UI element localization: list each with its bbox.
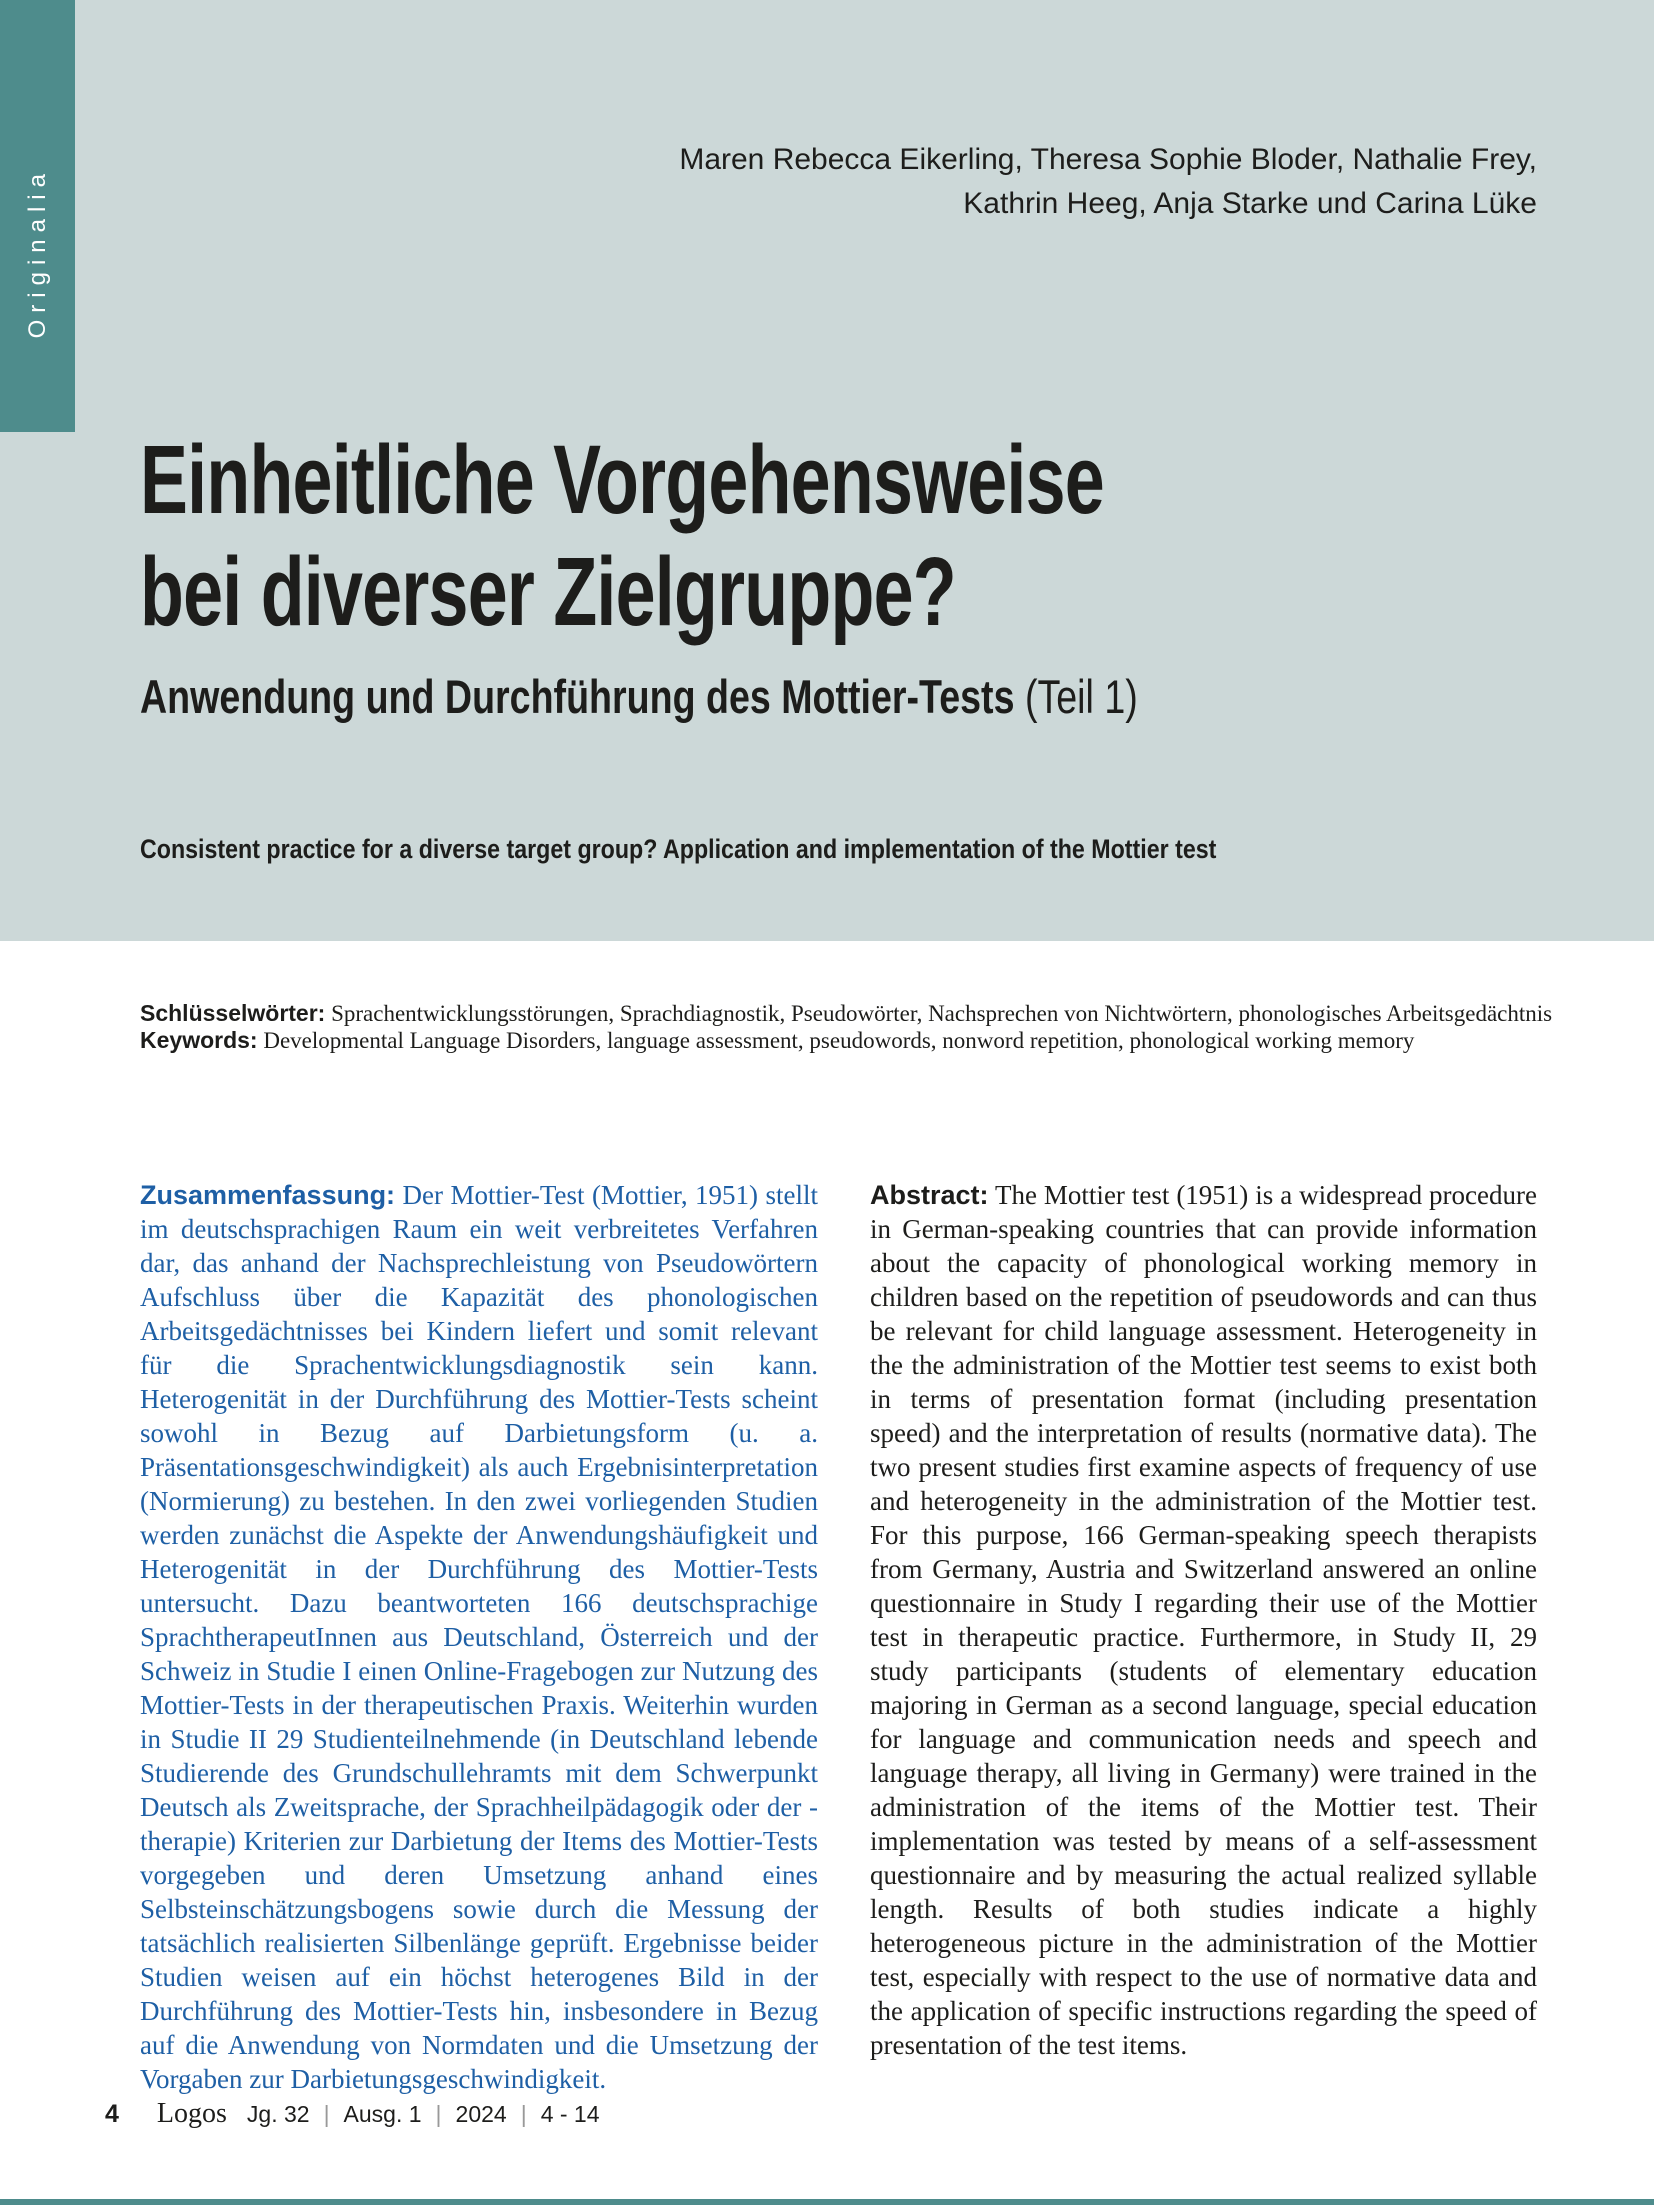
footer-volume: Jg. 32 [246,2101,310,2127]
footer-journal-name: Logos [156,2098,227,2129]
authors-block [679,138,1537,226]
keywords-german [140,1000,1570,1027]
footer-separator: | [323,2101,330,2127]
article-subtitle-part: (Teil 1) [1014,670,1138,723]
footer-issue: Ausg. 1 [343,2101,422,2127]
article-subtitle-bold: Anwendung und Durchführung des Mottier-Tests [140,670,1015,723]
article-title-line-2: bei diverser Zielgruppe? [140,537,956,646]
footer-page-number: 4 [105,2100,119,2128]
authors-line-2: Kathrin Heeg, Anja Starke und Carina Lüke [963,187,1537,220]
footer-separator: | [520,2101,527,2127]
footer-year: 2024 [455,2101,507,2127]
section-tab [0,0,75,432]
abstract-german-label: Zusammenfassung: [140,1180,396,1210]
article-subtitle-english: Consistent practice for a diverse target group? Application and implementation of the Mottier test [140,834,1217,864]
footer-page-range: 4 - 14 [540,2101,600,2127]
abstract-german-text: Der Mottier-Test (Mottier, 1951) stellt im deutschsprachigen Raum ein weit verbreitetes Verfahren dar, das anhand der Nachsprechleistung von Pseudowörtern Aufschluss über die Kapazität des phonologischen Arbeitsgedächtnisses bei Kindern liefert und somit relevant für die Sprachentwicklungsdiagnostik sein kann. Heterogenität in der Durchführung des Mottier-Tests scheint sowohl in Bezug auf Darbietungsform (u. a. Präsentationsgeschwindigkeit) als auch Ergebnisinterpretation (Normierung) zu bestehen. In den zwei vorliegenden Studien werden zunächst die Aspekte der Anwendungshäufigkeit und Heterogenität in der Durchführung des Mottier-Tests untersucht. Dazu beantworteten 166 deutschsprachige SprachtherapeutInnen aus Deutschland, Österreich und der Schweiz in Studie I einen Online-Fragebogen zur Nutzung des Mottier-Tests in der therapeutischen Praxis. Weiterhin wurden in Studie II 29 Studienteilnehmende (in Deutschland lebende Studierende des Grundschullehramts mit dem Schwerpunkt Deutsch als Zweitsprache, der Sprachheilpädagogik oder der -therapie) Kriterien zur Darbietung der Items des Mottier-Tests vorgegeben und deren Umsetzung anhand eines Selbsteinschätzungsbogens sowie durch die Messung der tatsächlich realisierten Silbenlänge geprüft. Ergebnisse beider Studien weisen auf ein höchst heterogenes Bild in der Durchführung des Mottier-Tests hin, insbesondere in Bezug auf die Anwendung von Normdaten und die Umsetzung der Vorgaben zur Darbietungsgeschwindigkeit. [140,1180,818,2094]
authors-line-1: Maren Rebecca Eikerling, Theresa Sophie Bloder, Nathalie Frey, [679,143,1537,176]
footer [105,2098,614,2130]
section-label: Originalia [23,167,51,339]
article-title-line-1: Einheitliche Vorgehensweise [140,425,1104,534]
keywords-english-text: Developmental Language Disorders, language assessment, pseudowords, nonword repetition, phonological working memory [257,1028,1415,1053]
keywords-block [140,1000,1570,1054]
keywords-english-label: Keywords: [140,1027,258,1053]
keywords-english [140,1027,1570,1054]
keywords-german-label: Schlüsselwörter: [140,1000,326,1026]
footer-separator: | [435,2101,442,2127]
abstract-english [870,1178,1537,2062]
keywords-german-text: Sprachentwicklungsstörungen, Sprachdiagnostik, Pseudowörter, Nachsprechen von Nichtwörtern, phonologisches Arbeitsgedächtnis [325,1001,1553,1026]
abstract-german [140,1178,818,2096]
article-subtitle [140,670,1138,724]
abstract-english-text: The Mottier test (1951) is a widespread procedure in German-speaking countries that can provide information about the capacity of phonological working memory in children based on the repetition of pseudowords and can thus be relevant for child language assessment. Heterogeneity in the the administration of the Mottier test seems to exist both in terms of presentation format (including presentation speed) and the interpretation of results (normative data). The two present studies first examine aspects of frequency of use and heterogeneity in the administration of the Mottier test. For this purpose, 166 German-speaking speech therapists from Germany, Austria and Switzerland answered an online questionnaire in Study I regarding their use of the Mottier test in therapeutic practice. Furthermore, in Study II, 29 study participants (students of elementary education majoring in German as a second language, special education for language and communication needs and speech and language therapy, all living in Germany) were trained in the administration of the items of the Mottier test. Their implementation was tested by means of a self-assessment questionnaire and by measuring the actual realized syllable length. Results of both studies indicate a highly heterogeneous picture in the administration of the Mottier test, especially with respect to the use of normative data and the application of specific instructions regarding the speed of presentation of the test items. [870,1180,1537,2060]
bottom-rule [0,2199,1654,2205]
abstract-english-label: Abstract: [870,1180,989,1210]
article-title [140,424,1104,648]
